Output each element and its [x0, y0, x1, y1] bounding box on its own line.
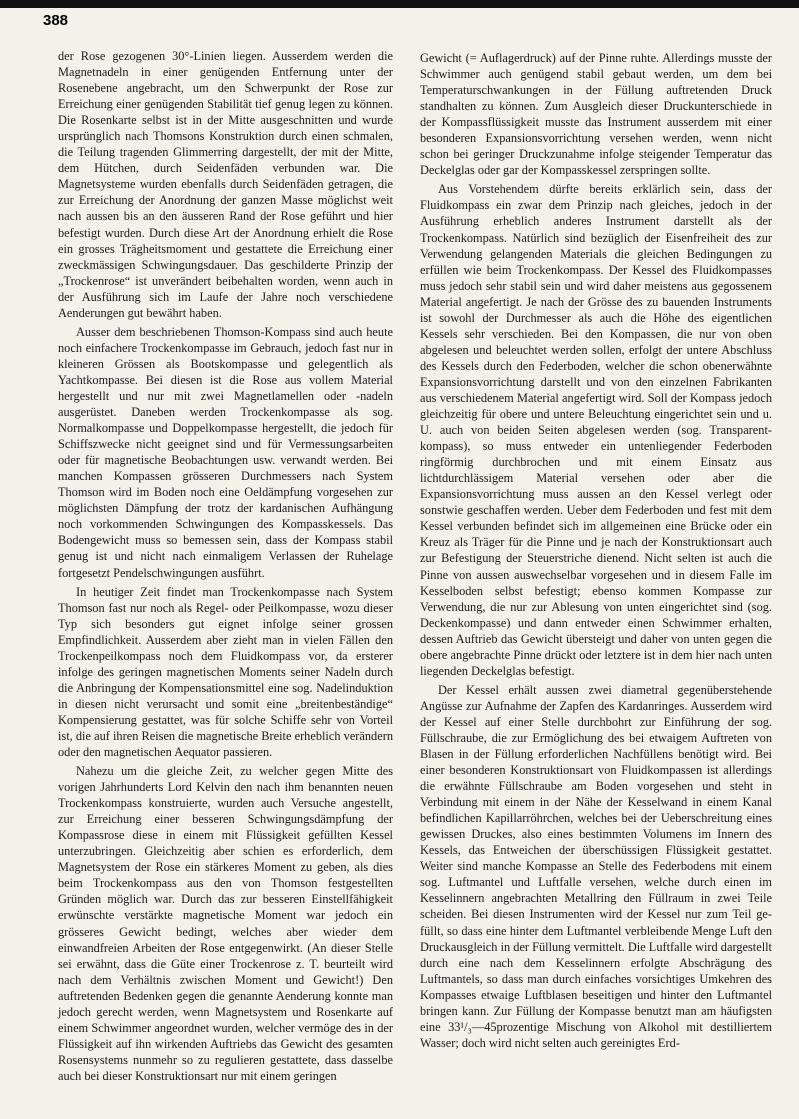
page-number: 388	[43, 12, 69, 29]
paragraph: Gewicht (= Auflagerdruck) auf der Pinne ruhte. Allerdings musste der Schwimmer auch genügend stabil gebaut werden, um dem bei Temperaturschwankungen in der Füllung auftretenden Druck standhalten zu können. Zum Ausgleich dieser Druckunterschiede in der Kompassflüssigkeit musste das Instrument ausserdem mit einer besonderen Expansionsvorrichtung versehen werden, wenn nicht schon bei geringer Druckzunahme infolge steigender Temperatur das Deckelglas oder gar der Kompasskessel zerspringen sollte.	[420, 51, 772, 178]
paragraph: Nahezu um die gleiche Zeit, zu welcher gegen Mitte des vorigen Jahrhunderts Lord Kelvin den nach ihm benannten neuen Trockenkompass konstruierte, wurden auch Versuche angestellt, zur Erreichung einer besseren Schwingungsdämpfung der Kompassrose diese in einem mit Flüssigkeit gefüllten Kessel unterzubringen. Gleichzeitig aber schien es erforderlich, dem Magnetsystem der Rose ein stärkeres Moment zu geben, als dies beim Trockenkompass aus den von Thomson festgestellten Gründen möglich war. Durch das zur besseren Einstellfähigkeit erwünschte verstärkte magnetische Moment war jedoch ein grösseres Gewicht bedingt, welches aber wieder dem einwandfreien Arbeiten der Rose entgegenwirkt. (An dieser Stelle sei erwähnt, dass die Güte einer Trockenrose z. T. beurteilt wird nach dem Verhältnis zwischen Moment und Gewicht!) Den auftretenden Bedenken gegen die genannte Aenderung konnte man jedoch gerecht werden, wenn Magnetsystem und Rosenkarte auf einem Schwimmer angeordnet wurden, welcher vermöge des in der Flüssigkeit auf ihn wirkenden Auftriebs das Gewicht des gesamten Rosensystems nunmehr so zu regulieren gestattete, dass dasselbe auch bei dieser Konstruktionsart nur mit einem geringen	[58, 764, 393, 1083]
paragraph: Der Kessel erhält aussen zwei diametral gegenüberstehende Angüsse zur Aufnahme der Zapfen des Kardanringes. Ausserdem wird der Kessel auf einer Stelle durchbohrt zur Einführung der sog. Füllschraube, die zur Ermöglichung des bei etwaigem Auftreten von Blasen in der Füllung erforderlichen Nachfüllens benötigt wird. Bei einer besonderen Konstruktionsart von Fluidkompassen ist allerdings die erwähnte Füllschraube am Boden vorgesehen und steht in Verbindung mit einem in der Nähe der Kesselwand in einem Kanal befindlichen Kapillarröhrchen, welches bei der Ueberschreitung eines gewissen Druckes, also eines bestimmten Volumens im Innern des Kessels, das Entweichen der überschüssigen Flüssigkeit gestattet. Weiter sind manche Kompasse an Stelle des Federbodens mit einem sog. Luftmantel und Luftfalle versehen, welche durch einen im Kesselinnern angebrachten Metallring den Füllraum in zwei Teile scheiden. Bei diesen Instrumenten wird der Kessel nur zum Teil gefüllt, so dass eine hinter dem Luftmantel verbleibende Menge Luft den Druckausgleich in der Füllung vermittelt. Die Luftfalle wird dargestellt durch eine nach dem Kesselinnern erfolgte Abschrägung des Luftmantels, so dass man durch einfaches vorsichtiges Umkehren des Kompasses etwaige Luftblasen beseitigen und hinter den Luftmantel bringen kann. Zur Füllung der Kompasse benutzt man am häufigsten eine 33¹/₃—45prozentige Mischung von Alkohol mit destilliertem Wasser; doch wird nicht selten auch gereinigtes Erd-	[420, 682, 772, 1050]
right-column	[420, 50, 772, 1054]
paragraph: der Rose gezogenen 30°-Linien liegen. Ausserdem werden die Magnetnadeln in einer genügenden Entfernung unter der Rosenebene angebracht, um den Schwerpunkt der Rose zur Erreichung einer genügenden Stabilität tief genug legen zu können. Die Rosenkarte selbst ist in der Mitte ausgeschnitten und wurde ursprünglich nach Thomsons Konstruktion durch einen schmalen, die Teilung tragenden Glimmerring dargestellt, der mit der Mitte, dem Hütchen, durch Seidenfäden verbunden war. Die Magnetsysteme wurden ebenfalls durch Seidenfäden getragen, die zur Erreichung der Anordnung der ganzen Masse möglichst weit nach aussen bis an den äusseren Rand der Rose geführt und hier befestigt wurden. Durch diese Art der Anordnung erhielt die Rose ein grosses Trägheitsmoment und gestattete die Erreichung einer zweckmässigen Schwingungsdauer. Das geschilderte Prinzip der „Trockenrose“ ist unverändert beibehalten worden, wenn auch in der Ausführung sich im Laufe der Jahre noch verschiedene Aenderungen gut bewährt haben.	[58, 49, 393, 320]
left-column	[58, 48, 393, 1087]
paragraph: Aus Vorstehendem dürfte bereits erklärlich sein, dass der Fluidkompass ein zwar dem Prinzip nach gleiches, jedoch in der Ausführung erheblich anderes Instrument darstellt als der Trockenkompass. Natürlich sind bezüglich der Eisenfreiheit des zur Verwendung gelangenden Materials die gleichen Bedingungen zu erfüllen wie beim Trockenkompass. Der Kessel des Fluidkompasses muss jedoch sehr stabil sein und wird daher meistens aus gegossenem Material angefertigt. Je nach der Grösse des zu bauenden Instruments ist sowohl der Durchmesser als auch die Höhe des eigentlichen Kessels sehr verschieden. Bei den Kompassen, die nur von oben abgelesen und beleuchtet werden sollen, erfolgt der untere Abschluss des Kessels durch den Federboden, welcher die schon obenerwähnte Expansionsvorrichtung darstellt und von den einzelnen Fabrikanten aus verschiedenem Material angefertigt wird. Soll der Kompass jedoch gleichzeitig für obere und untere Beleuchtung eingerichtet sein und u. U. auch von beiden Seiten abgelesen werden (sog. Transparentkompass), so muss entweder ein untenliegender Federboden ringförmig durchbrochen und mit einem Einsatz aus lichtdurchlässigem Material versehen oder aber die Expansionsvorrichtung muss aussen an den Kessel verlegt oder sonstwie geschaffen werden. Ueber dem Federboden und fest mit dem Kessel verbunden befindet sich im allgemeinen eine Brücke oder ein Kreuz als Träger für die Pinne und je nach der Konstruktionsart auch zur Befestigung der Steuerstriche dienend. Nicht selten ist auch die Pinne von aussen auswechselbar vorgesehen und in diesem Falle im Kesselboden selbst befestigt; ebenso kommen Kompasse zur Verwendung, die nur zur Ablesung von unten eingerichtet sind (sog. Deckenkompasse) und dann entweder einen Schwimmer erhalten, dessen Auftrieb das Gewicht übersteigt und daher von unten gegen die obere angebrachte Pinne drückt oder letztere ist in dem hier nach unten liegenden Deckelglas befestigt.	[420, 182, 772, 678]
paragraph: Ausser dem beschriebenen Thomson-Kompass sind auch heute noch einfachere Trockenkompasse im Gebrauch, jedoch fast nur in kleineren Grössen als Bootskompasse und gelegentlich als Yachtkompasse. Bei diesen ist die Rose aus vollem Material hergestellt und nur mit zwei Magnetlamellen oder -nadeln ausgerüstet. Daneben werden Trockenkompasse als sog. Normalkompasse und Doppelkompasse hergestellt, die jedoch für Schiffszwecke nicht geeignet sind und für Vermessungsarbeiten oder für magnetische Beobachtungen usw. verwandt werden. Bei manchen Kompassen grösseren Durchmessers nach System Thomson wird im Boden noch eine Oeldämpfung vorgesehen zur möglichsten Dämpfung der trotz der kardanischen Aufhängung noch vorkommenden Schwingungen des Kompasskessels. Das Bodengewicht muss so bemessen sein, dass der Kompass stabil genug ist und nicht nach einmaligem Verlassen der Ruhelage fortgesetzt Pendelschwingungen ausführt.	[58, 324, 393, 580]
paragraph: In heutiger Zeit findet man Trockenkompasse nach System Thomson fast nur noch als Regel- oder Peilkompasse, wozu dieser Typ sich besonders gut eignet infolge seiner grossen Empfindlichkeit. Ausserdem aber zieht man in vielen Fällen den Trockenpeilkompass noch dem Fluidkompass vor, da ersterer infolge des geringen magnetischen Moments seiner Nadeln durch die Anbringung der Kompensationsmittel eine sog. Nadelinduktion in diesen nicht verursacht und somit eine „breitenbeständige“ Kompensierung gestattet, was für solche Schiffe sehr von Vorteil ist, die auf ihren Reisen die magnetische Breite erheblich verändern oder den magnetischen Aequator passieren.	[58, 584, 393, 760]
